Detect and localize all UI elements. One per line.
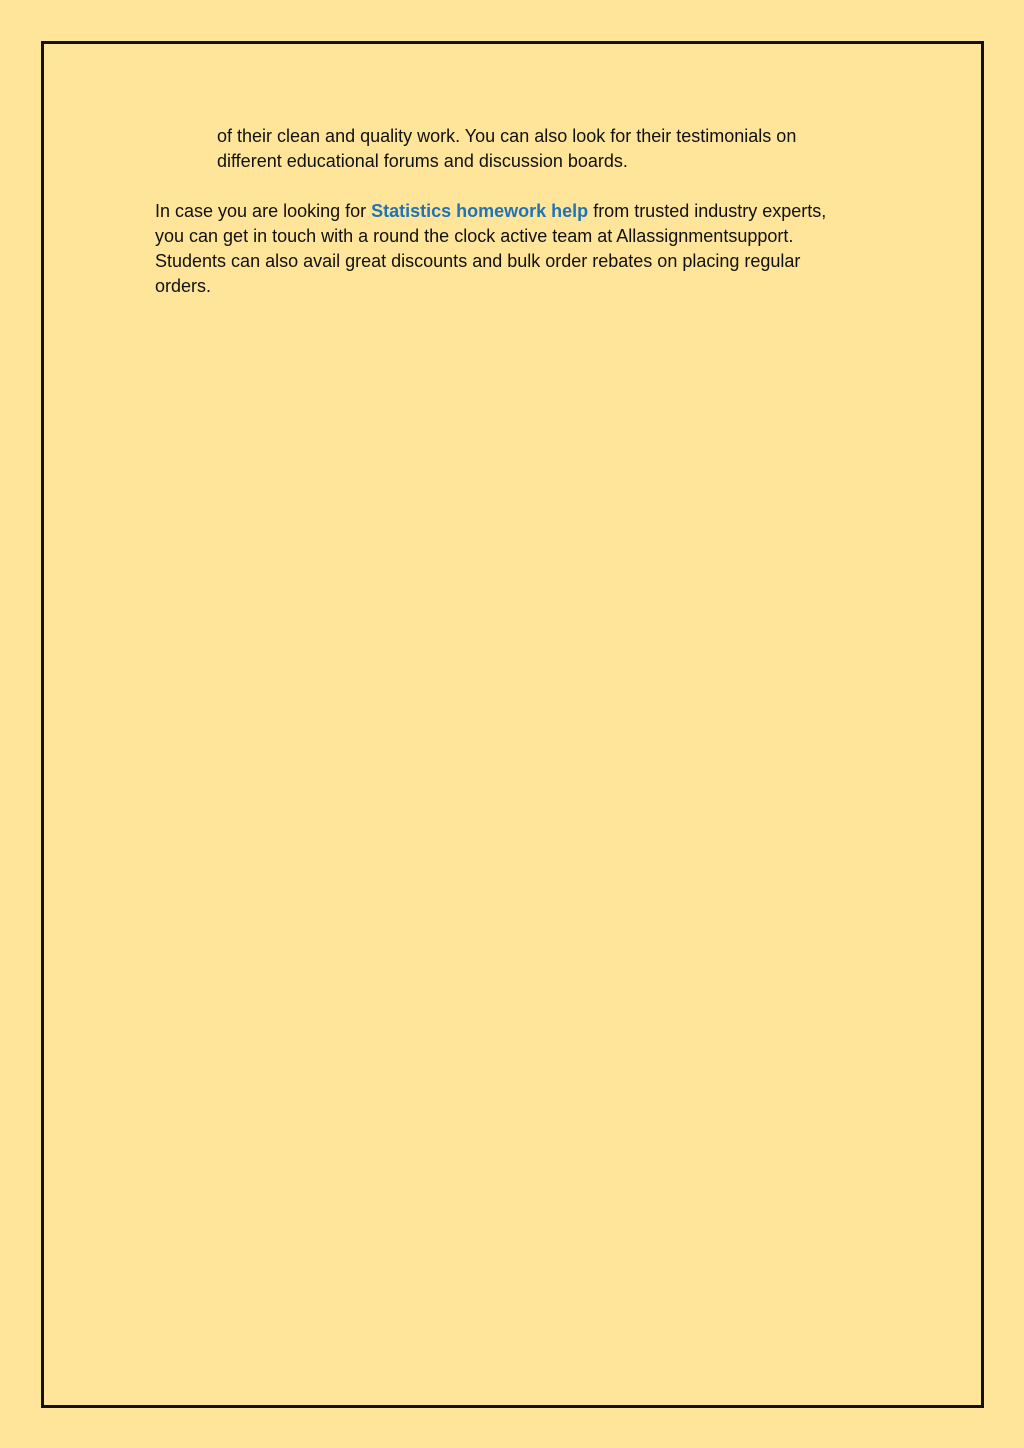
paragraph-text: In case you are looking for bbox=[155, 201, 372, 221]
paragraph-line-1 bbox=[155, 199, 826, 224]
continuation-paragraph bbox=[217, 124, 796, 174]
paragraph-line: different educational forums and discussion boards. bbox=[217, 151, 628, 171]
paragraph-line-4: orders. bbox=[155, 276, 212, 296]
paragraph-text: from trusted industry experts, bbox=[588, 201, 827, 221]
statistics-homework-help-link[interactable]: Statistics homework help bbox=[371, 201, 589, 221]
paragraph-line-3: Students can also avail great discounts and bulk order rebates on placing regular bbox=[155, 251, 801, 271]
paragraph-line: of their clean and quality work. You can also look for their testimonials on bbox=[217, 126, 797, 146]
paragraph-line-2: you can get in touch with a round the clock active team at Allassignmentsupport. bbox=[155, 226, 794, 246]
contact-paragraph bbox=[155, 199, 826, 299]
